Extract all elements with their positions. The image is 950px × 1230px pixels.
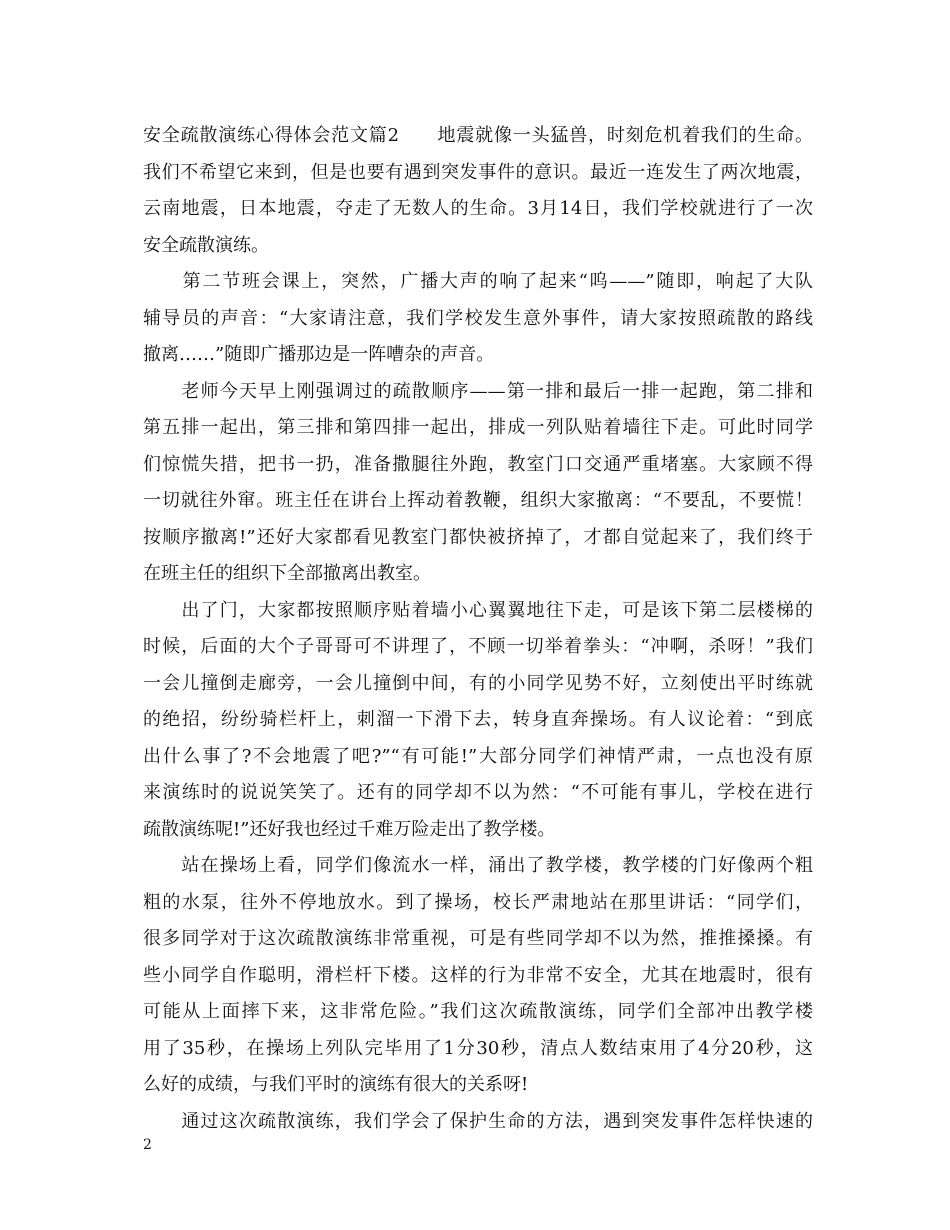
body-text	[143, 118, 813, 1140]
page-number: 2	[143, 1137, 152, 1153]
text-line: 的绝招，纷纷骑栏杆上，刺溜一下滑下去，转身直奔操场。有人议论着：“到底	[143, 709, 813, 730]
text-line: 很多同学对于这次疏散演练非常重视，可是有些同学却不以为然，推推搡搡。有	[143, 928, 813, 949]
text-line: 按顺序撤离!”还好大家都看见教室门都快被挤掉了，才都自觉起来了，我们终于	[143, 526, 813, 548]
text-line: 安全疏散演练。	[143, 234, 269, 256]
text-line: 些小同学自作聪明，滑栏杆下楼。这样的行为非常不安全，尤其在地震时，很有	[143, 964, 813, 986]
text-line: 辅导员的声音：“大家请注意，我们学校发生意外事件，请大家按照疏散的路线	[143, 307, 813, 329]
text-line: 老师今天早上刚强调过的疏散顺序——第一排和最后一排一起跑，第二排和	[143, 380, 813, 402]
text-line: 第五排一起出，第三排和第四排一起出，排成一列队贴着墙往下走。可此时同学	[143, 417, 813, 438]
text-line: 来演练时的说说笑笑了。还有的同学却不以为然：“不可能有事儿，学校在进行	[143, 782, 813, 803]
text-line: 在班主任的组织下全部撤离出教室。	[143, 563, 431, 584]
text-line: 云南地震，日本地震，夺走了无数人的生命。3月14日，我们学校就进行了一次	[143, 198, 813, 219]
text-line: 安全疏散演练心得体会范文篇2 地震就像一头猛兽，时刻危机着我们的生命。	[143, 125, 813, 146]
text-line: 粗的水泵，往外不停地放水。到了操场，校长严肃地站在那里讲话：“同学们，	[143, 891, 813, 913]
text-line: 一切就往外窜。班主任在讲台上挥动着教鞭，组织大家撤离：“不要乱，不要慌！	[143, 490, 813, 511]
text-line: 我们不希望它来到，但是也要有遇到突发事件的意识。最近一连发生了两次地震，	[143, 161, 813, 183]
text-line: 么好的成绩，与我们平时的演练有很大的关系呀!	[143, 1074, 529, 1095]
text-line: 可能从上面摔下来，这非常危险。”我们这次疏散演练，同学们全部冲出教学楼	[143, 1001, 813, 1022]
text-line: 站在操场上看，同学们像流水一样，涌出了教学楼，教学楼的门好像两个粗	[143, 855, 813, 876]
text-line: 第二节班会课上，突然，广播大声的响了起来“呜——”随即，响起了大队	[143, 271, 813, 292]
text-line: 出了门，大家都按照顺序贴着墙小心翼翼地往下走，可是该下第二层楼梯的	[143, 599, 813, 621]
text-line: 们惊慌失措，把书一扔，准备撒腿往外跑，教室门口交通严重堵塞。大家顾不得	[143, 453, 813, 475]
text-line: 用了35秒，在操场上列队完毕用了1分30秒，清点人数结束用了4分20秒，这	[143, 1037, 813, 1059]
text-line: 出什么事了?不会地震了吧?”“有可能!”大部分同学们神情严肃，一点也没有原	[143, 745, 813, 767]
text-line: 时候，后面的大个子哥哥可不讲理了，不顾一切举着拳头：“冲啊，杀呀！”我们	[143, 636, 813, 657]
text-line: 通过这次疏散演练，我们学会了保护生命的方法，遇到突发事件怎样快速的	[143, 1110, 813, 1132]
text-line: 撤离……”随即广播那边是一阵嘈杂的声音。	[143, 344, 495, 365]
text-line: 一会儿撞倒走廊旁，一会儿撞倒中间，有的小同学见势不好，立刻使出平时练就	[143, 672, 813, 694]
text-line: 疏散演练呢!”还好我也经过千难万险走出了教学楼。	[143, 818, 556, 840]
